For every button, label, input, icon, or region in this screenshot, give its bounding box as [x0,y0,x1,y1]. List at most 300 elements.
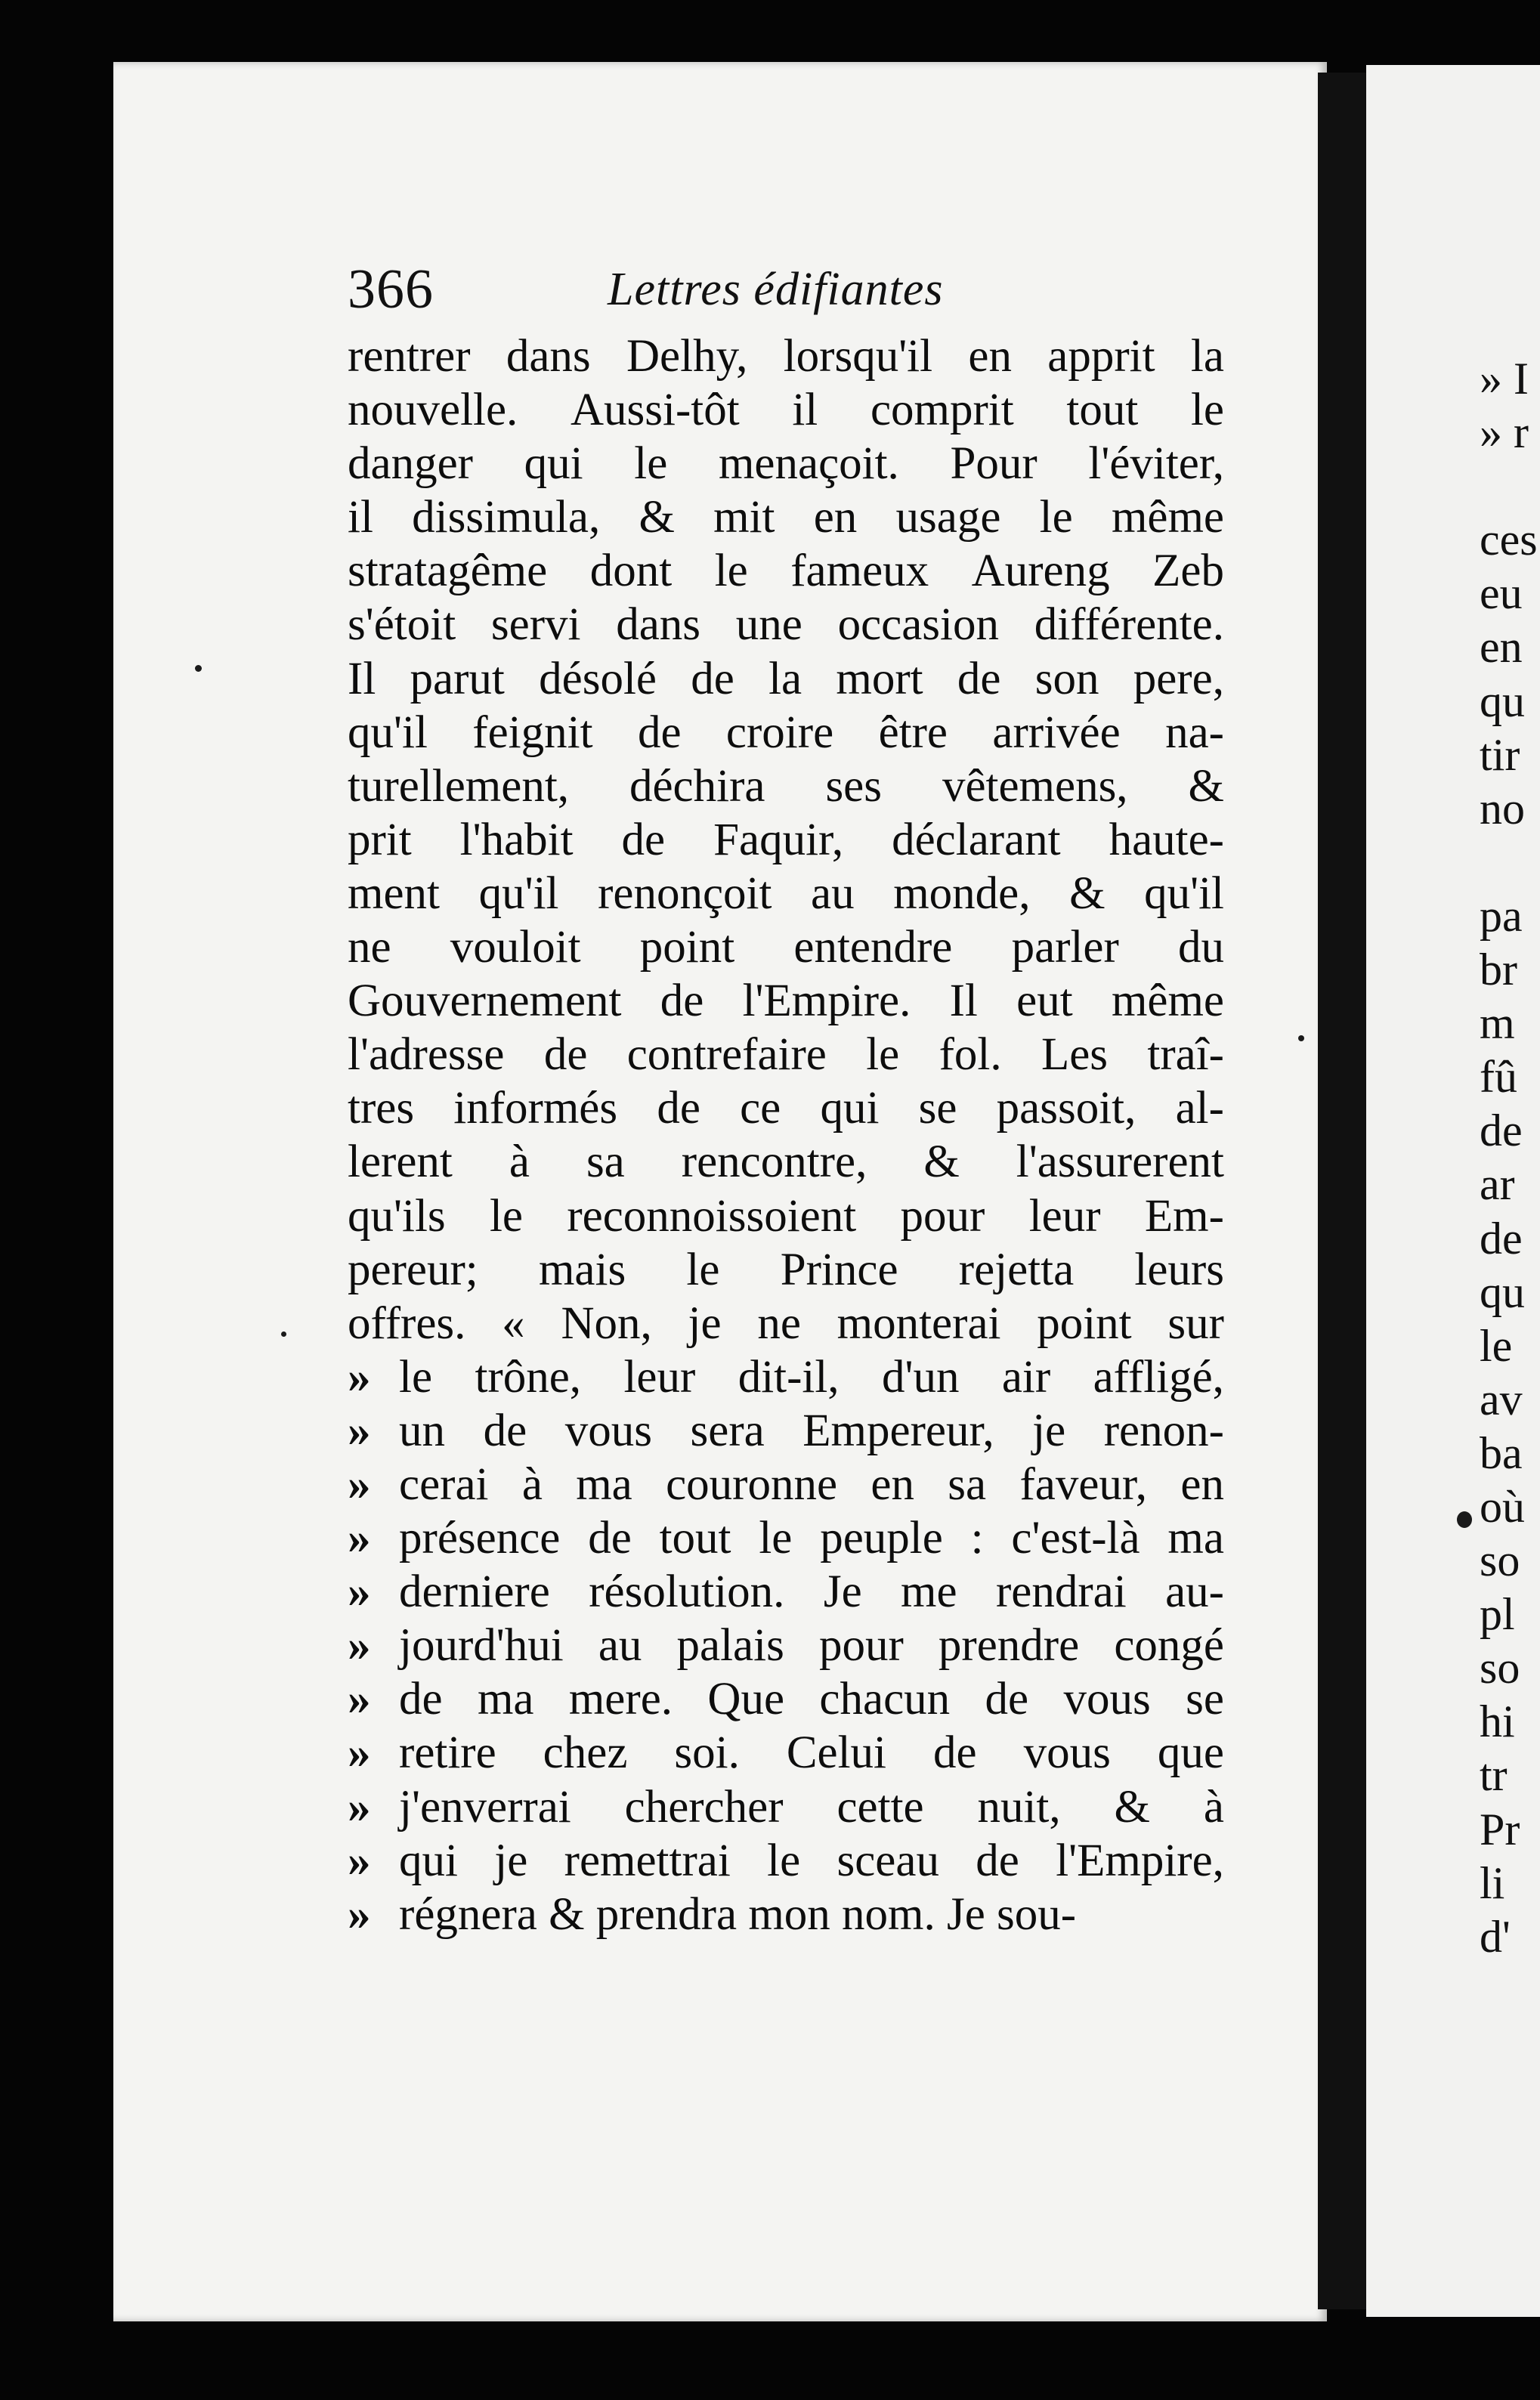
word: différente. [1034,599,1224,651]
facing-page-fragment: » r [1480,407,1529,458]
word: « [502,1297,525,1349]
word: feignit [472,707,593,758]
word: danger [348,438,473,490]
word: cette [836,1781,924,1832]
line-text [399,1780,1224,1834]
word: Je [823,1566,862,1618]
facing-page-fragment: li [1480,1857,1505,1908]
word: vouloit [450,922,581,973]
word: Aussi-tôt [570,385,740,436]
text-line [348,759,1224,813]
word: & [1114,1781,1150,1832]
word: prendre [938,1620,1080,1672]
word: faveur, [1019,1458,1148,1510]
word: tout [659,1513,731,1564]
word: usage [895,492,1001,543]
word: retire [399,1727,496,1779]
page-number: 366 [348,258,434,320]
text-line [348,652,1224,706]
line-text [348,437,1224,490]
word: pere, [1133,653,1224,704]
word: la [1190,331,1224,382]
text-line [348,1672,1224,1726]
facing-page-fragment: ces [1480,515,1538,565]
word: déclarant [892,814,1061,865]
word: qu'il [1144,868,1224,919]
word: dont [589,546,673,597]
word: Que [707,1674,785,1725]
word: l'Empire. [742,976,911,1027]
line-text [348,329,1224,383]
facing-page [1366,65,1540,2317]
facing-page-fragment: qu [1480,1266,1525,1317]
facing-page-fragment: tr [1480,1750,1508,1801]
word: de [976,1835,1019,1886]
word: Delhy, [626,331,748,382]
word: Non, [561,1297,652,1349]
word: de [483,1405,527,1456]
facing-page-fragment: so [1480,1536,1520,1586]
word: en [813,492,858,543]
word: lerent [348,1137,453,1188]
word: qu'il [348,707,428,758]
word: sa [948,1458,987,1510]
word: ses [825,760,882,812]
word: Il [348,653,376,704]
word: air [1001,1351,1051,1403]
word: c'est-là [1011,1513,1140,1564]
facing-page-fragment: pl [1480,1589,1515,1640]
word: de [657,1083,700,1134]
word: tres [348,1083,415,1134]
word: vêtemens, [942,760,1128,812]
word: de [691,653,734,704]
word: dans [506,331,591,382]
word: leurs [1134,1244,1224,1295]
word: que [1157,1727,1224,1779]
word: l'Empire, [1056,1835,1224,1886]
line-text [348,974,1224,1028]
word: croire [725,707,834,758]
text-line [348,437,1224,490]
word: Faquir, [713,814,844,865]
text-line [348,1243,1224,1297]
word: l'assurerent [1016,1137,1224,1188]
word: peuple [820,1513,943,1564]
word: à [509,1137,530,1188]
scan-speck [1298,1035,1304,1041]
word: leur [1028,1190,1101,1242]
word: mort [836,653,923,704]
facing-page-fragment: br [1480,945,1517,995]
word: nouvelle. [348,385,518,436]
word: al- [1175,1083,1224,1134]
quotation-mark: » [348,1727,371,1779]
word: dans [616,599,701,651]
word: le [714,546,748,597]
word: Prince [780,1244,898,1295]
text-line [348,1726,1224,1780]
facing-page-fragment: » I [1480,354,1529,404]
word: cerai [399,1458,489,1510]
line-text [399,1565,1224,1619]
word: de [957,653,1001,704]
text-line [348,1511,1224,1565]
word: servi [490,599,581,651]
word: en [968,331,1012,382]
line-text [399,1458,1224,1511]
quotation-mark: » [348,1781,371,1832]
word: sera [690,1405,765,1456]
word: ment [348,868,440,919]
word: le [1039,492,1073,543]
word: se [1186,1674,1224,1725]
facing-page-fragment: fû [1480,1052,1517,1103]
text-line [348,1081,1224,1135]
word: qu'il [478,868,559,919]
word: d'un [881,1351,960,1403]
word: tout [1066,385,1139,436]
word: se [918,1083,957,1134]
facing-page-fragment: Pr [1480,1804,1520,1854]
word: il [792,385,818,436]
word: même [1111,492,1224,543]
word: informés [453,1083,618,1134]
text-line [348,706,1224,759]
facing-page-fragment: ar [1480,1159,1515,1210]
word: vous [564,1405,652,1456]
line-text [348,759,1224,813]
word: & [1069,868,1106,919]
word: le [767,1835,801,1886]
word: s'étoit [348,599,456,651]
word: monde, [893,868,1031,919]
text-line [348,383,1224,437]
word: à [521,1458,543,1510]
word: soi. [674,1727,740,1779]
word: le [1190,385,1224,436]
quotation-mark: » [348,1405,371,1456]
line-text [348,1297,1224,1350]
word: le [634,438,668,490]
word: mit [713,492,775,543]
word: la [768,653,802,704]
word: qui [524,438,583,490]
word: & [639,492,675,543]
line-text [348,1081,1224,1135]
word: ma [576,1458,632,1510]
running-title: Lettres édifiantes [608,264,944,315]
word: turellement, [348,760,570,812]
page-header [348,255,1254,323]
word: pour [818,1620,904,1672]
facing-page-fragment: qu [1480,676,1525,726]
facing-page-fragment: tir [1480,729,1520,780]
word: ne [757,1297,801,1349]
line-text [348,1243,1224,1297]
word: pereur; [348,1244,478,1295]
quotation-mark: » [348,1835,371,1886]
word: le [399,1351,433,1403]
word: chacun [819,1674,951,1725]
word: pour [900,1190,985,1242]
word: l'habit [459,814,574,865]
line-text [399,1511,1224,1565]
word: rencontre, [681,1137,867,1188]
word: même [1111,976,1224,1027]
word: point [1037,1297,1132,1349]
line-text [399,1834,1224,1888]
word: sa [586,1137,625,1188]
word: rejetta [958,1244,1075,1295]
text-line [348,1028,1224,1081]
word: : [970,1513,984,1564]
word: en [871,1458,914,1510]
word: de [399,1674,443,1725]
word: je [688,1297,722,1349]
text-line [348,1619,1224,1672]
word: arrivée [992,707,1121,758]
word: contrefaire [626,1029,827,1081]
line-text [348,867,1224,920]
word: être [878,707,948,758]
word: dissimula, [412,492,601,543]
quotation-mark: » [348,1674,371,1725]
word: mais [538,1244,626,1295]
word: chez [543,1727,628,1779]
word: il [348,492,373,543]
word: prit [348,814,412,865]
word: parut [410,653,505,704]
line-text [348,490,1224,544]
quotation-mark: » [348,1620,371,1672]
word: parler [1011,922,1119,973]
word: au- [1165,1566,1224,1618]
word: qu'ils [348,1190,446,1242]
word: le [686,1244,720,1295]
line-text [348,598,1224,651]
word: de [660,976,704,1027]
word: Gouvernement [348,976,622,1027]
word: vous [1023,1727,1111,1779]
word: couronne [666,1458,838,1510]
text-line [348,1888,1224,1941]
word: & [1188,760,1224,812]
text-line [348,867,1224,920]
text-line [348,920,1224,974]
text-line [348,813,1224,867]
text-line [348,598,1224,651]
word: à [1203,1781,1224,1832]
word: point [639,922,735,973]
word: vous [1063,1674,1151,1725]
word: dit-il, [738,1351,840,1403]
quotation-mark: » [348,1351,371,1403]
line-text [399,1726,1224,1780]
text-line [348,329,1224,383]
line-text [348,1189,1224,1243]
word: fameux [790,546,929,597]
word: une [735,599,802,651]
line-text [399,1619,1224,1672]
word: qui [399,1835,458,1886]
word: le [489,1190,523,1242]
facing-page-fragment: de [1480,1213,1523,1263]
word: eut [1016,976,1073,1027]
word: occasion [837,599,999,651]
word: comprit [870,385,1014,436]
facing-page-fragment: de [1480,1106,1523,1156]
word: le [866,1029,900,1081]
word: de [543,1029,588,1081]
word: renonçoit [598,868,772,919]
word: de [985,1674,1029,1725]
word: trône, [475,1351,582,1403]
word: l'éviter, [1088,438,1224,490]
text-line [348,1834,1224,1888]
word: derniere [399,1566,550,1618]
word: traî- [1147,1029,1224,1081]
word: de [637,707,682,758]
word: désolé [539,653,657,704]
word: du [1178,922,1224,973]
word: apprit [1047,331,1155,382]
word: haute- [1109,814,1224,865]
text-line [348,1404,1224,1458]
word: lorsqu'il [783,331,933,382]
word: ma [477,1674,534,1725]
word: Celui [786,1727,887,1779]
word: chercher [624,1781,784,1832]
word: Aureng [971,546,1110,597]
word: déchira [629,760,765,812]
word: le [759,1513,793,1564]
book-gutter [1318,73,1368,2309]
facing-page-fragment: so [1480,1643,1520,1693]
line-text [399,1404,1224,1458]
word: son [1034,653,1099,704]
word: mere. [568,1674,673,1725]
word: de [588,1513,632,1564]
word: Il [949,976,978,1027]
word: me [901,1566,957,1618]
quotation-mark: » [348,1888,371,1940]
quotation-mark: » [348,1566,371,1618]
scan-speck [281,1331,286,1337]
line-text [399,1672,1224,1726]
text-line [348,1565,1224,1619]
word: entendre [793,922,953,973]
line-text: régnera & prendra mon nom. Je sou- [399,1888,1077,1940]
facing-page-fragment: no [1480,783,1525,834]
word: je [494,1835,528,1886]
word: Les [1041,1029,1109,1081]
scan-speck [1457,1511,1472,1528]
text-line [348,1135,1224,1189]
word: Em- [1144,1190,1224,1242]
text-line [348,1297,1224,1350]
word: présence [399,1513,561,1564]
word: rendrai [995,1566,1127,1618]
line-text [399,1350,1224,1404]
body-text [348,329,1224,1941]
line-text [348,652,1224,706]
word: remettrai [564,1835,731,1886]
word: renon- [1103,1405,1224,1456]
text-line [348,544,1224,598]
facing-page-fragment: où [1480,1481,1525,1532]
word: au [598,1620,642,1672]
facing-page-fragment: m [1480,998,1515,1049]
word: au [811,868,855,919]
facing-page-fragment: ba [1480,1427,1523,1478]
word: de [933,1727,977,1779]
facing-page-fragment [1480,836,1538,889]
word: j'enverrai [399,1781,571,1832]
word: offres. [348,1297,466,1349]
line-text [348,383,1224,437]
word: sceau [836,1835,939,1886]
facing-page-fragment: pa [1480,890,1523,941]
word: na- [1165,707,1224,758]
scan-speck [195,665,202,672]
word: ce [740,1083,781,1134]
line-text [348,544,1224,598]
word: un [399,1405,445,1456]
line-text [348,1135,1224,1189]
text-line [348,1189,1224,1243]
word: je [1032,1405,1066,1456]
word: rentrer [348,331,471,382]
line-text [348,920,1224,974]
text-line [348,1458,1224,1511]
word: affligé, [1093,1351,1224,1403]
word: & [923,1137,960,1188]
word: stratagême [348,546,548,597]
word: nuit, [977,1781,1061,1832]
text-line [348,1780,1224,1834]
word: ne [348,922,391,973]
facing-page-fragment: av [1480,1374,1523,1424]
facing-page-fragment [1480,459,1538,513]
word: qui [820,1083,880,1134]
word: Empereur, [802,1405,994,1456]
text-line [348,1350,1224,1404]
line-text [348,1028,1224,1081]
word: jourd'hui [399,1620,564,1672]
word: l'adresse [348,1029,505,1081]
word: passoit, [996,1083,1136,1134]
facing-page-text [1480,352,1538,1964]
word: congé [1114,1620,1224,1672]
quotation-mark: » [348,1458,371,1510]
word: palais [676,1620,784,1672]
word: menaçoit. [718,438,899,490]
line-text [348,813,1224,867]
facing-page-fragment: hi [1480,1696,1515,1747]
word: monterai [836,1297,1001,1349]
word: leur [623,1351,696,1403]
facing-page-fragment: d' [1480,1911,1511,1962]
word: de [621,814,666,865]
word: reconnoissoient [567,1190,857,1242]
word: en [1180,1458,1224,1510]
word: Zeb [1152,546,1224,597]
word: Pour [950,438,1037,490]
facing-page-fragment: en [1480,622,1523,673]
text-line [348,974,1224,1028]
text-line [348,490,1224,544]
